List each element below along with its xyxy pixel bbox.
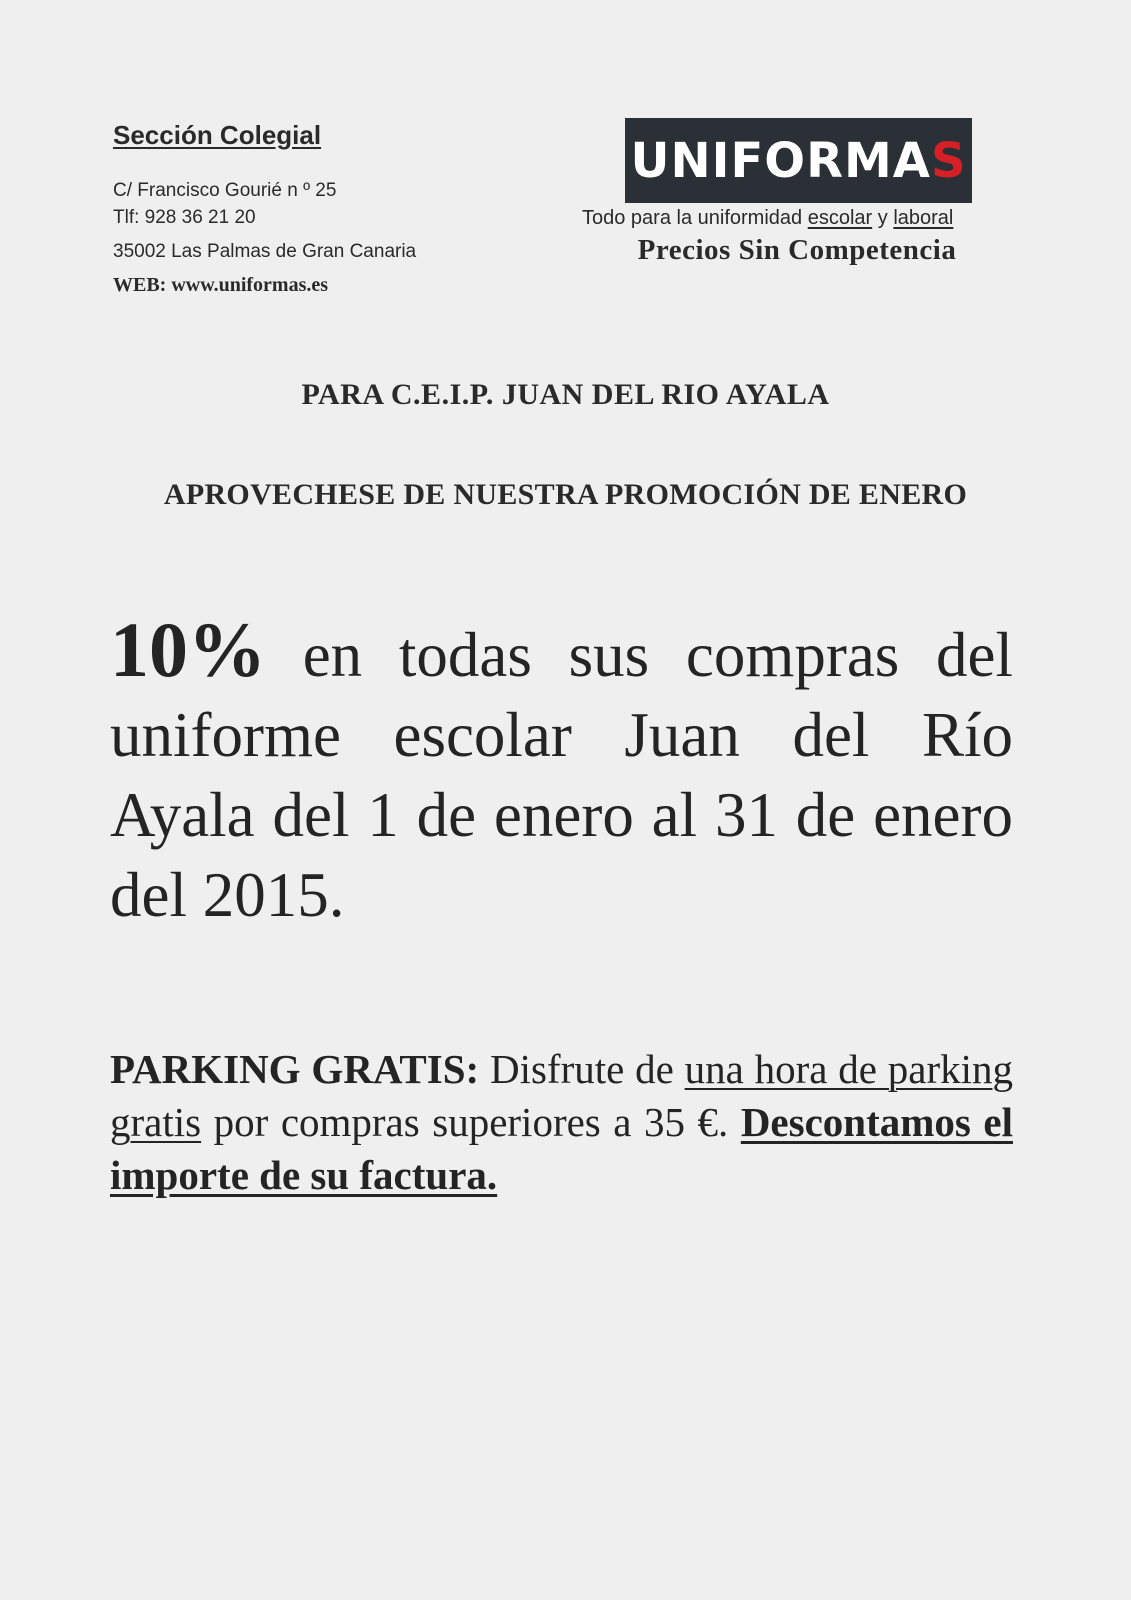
tagline-escolar: escolar xyxy=(807,207,873,229)
school-heading: PARA C.E.I.P. JUAN DEL RIO AYALA xyxy=(301,378,830,411)
parking-text: por compras superiores a 35 €. xyxy=(201,1099,741,1145)
parking-underlined: una hora de parking gratis xyxy=(110,1046,1013,1145)
offer-percent: 10% xyxy=(110,606,266,693)
logo-main: UNIFORMA xyxy=(630,132,931,189)
parking-text: Disfrute de xyxy=(479,1046,685,1092)
address-line: C/ Francisco Gourié n º 25 xyxy=(113,180,337,201)
section-title: Sección Colegial xyxy=(113,120,322,150)
tagline-laboral: laboral xyxy=(893,207,954,229)
brand-tagline xyxy=(582,207,1012,230)
uniformas-logo xyxy=(625,118,972,203)
tagline-text: y xyxy=(872,207,894,229)
logo-text xyxy=(630,133,966,189)
city-line: 35002 Las Palmas de Gran Canaria xyxy=(113,241,417,262)
brand-slogan: Precios Sin Competencia xyxy=(637,234,957,266)
parking-closing: Descontamos el importe de su factura. xyxy=(110,1099,1013,1198)
phone-line: Tlf: 928 36 21 20 xyxy=(113,207,256,228)
promo-heading: APROVECHESE DE NUESTRA PROMOCIÓN DE ENERO xyxy=(163,478,968,511)
parking-paragraph xyxy=(110,1043,1013,1202)
parking-heading: PARKING GRATIS: xyxy=(110,1046,480,1092)
web-line: WEB: www.uniformas.es xyxy=(113,274,329,296)
tagline-text: Todo para la uniformidad xyxy=(582,207,808,229)
offer-body: en todas sus compras del uniforme escolar Juan del Río Ayala del 1 de enero al 31 de enero del 2015. xyxy=(110,620,1013,930)
offer-text xyxy=(110,606,1013,935)
logo-accent: S xyxy=(930,132,967,189)
